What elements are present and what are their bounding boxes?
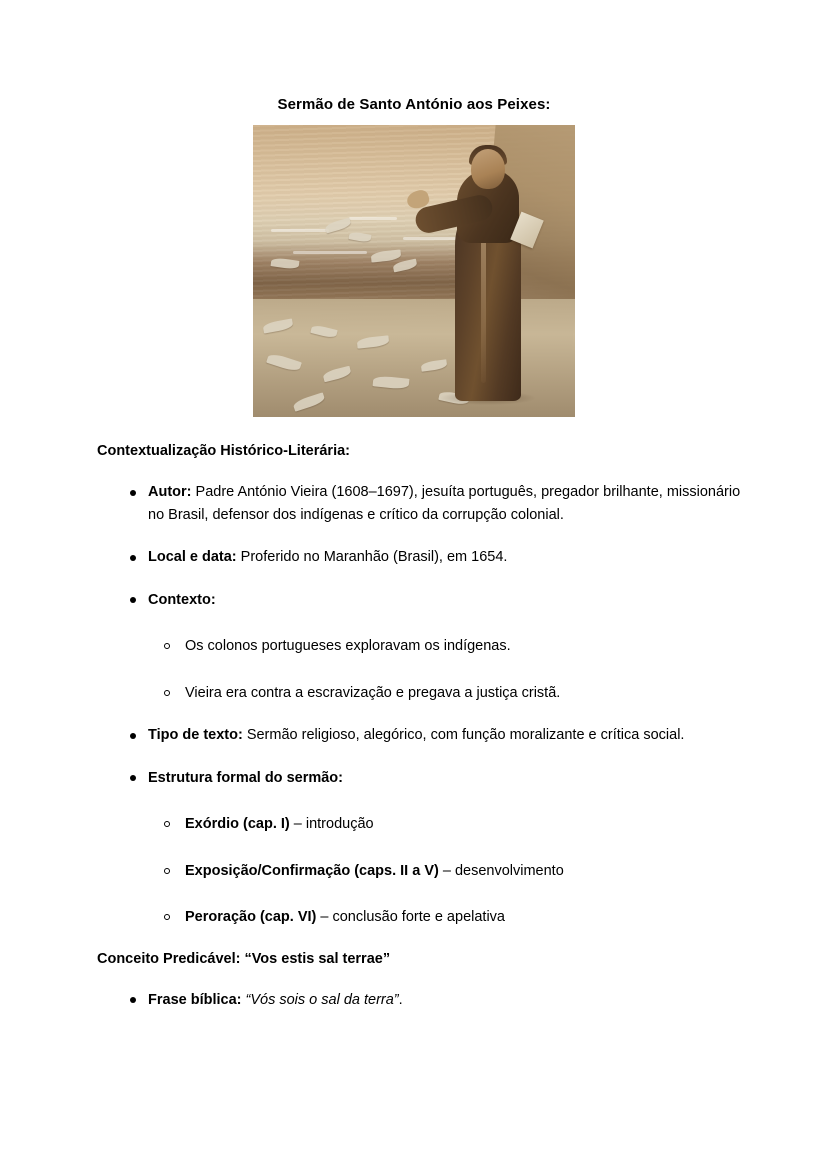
estrutura-sublist — [148, 813, 747, 929]
list-item-text: Os colonos portugueses exploravam os indígenas. — [185, 638, 511, 654]
list-item-text: – introdução — [289, 816, 374, 832]
list-item — [148, 813, 747, 836]
list-item — [97, 481, 747, 526]
list-item-label: Peroração (cap. VI) — [185, 909, 317, 925]
figure-caption: Sermão de Santo António aos Peixes: — [277, 96, 551, 113]
list-item — [97, 989, 747, 1012]
list-item-label: Tipo de texto: — [148, 727, 243, 743]
list-item-text: Proferido no Maranhão (Brasil), em 1654. — [236, 549, 508, 565]
list-item — [148, 860, 747, 883]
list-item — [97, 546, 747, 569]
list-item-label: Exposição/Confirmação (caps. II a V) — [185, 862, 439, 879]
conceito-predicavel-list — [97, 989, 747, 1012]
list-item-text: – desenvolvimento — [438, 862, 564, 879]
painting-wave — [349, 217, 397, 220]
sermon-painting-image — [253, 125, 575, 417]
list-item — [148, 635, 747, 658]
painting-wave — [293, 251, 367, 254]
list-item — [97, 589, 747, 705]
contextualizacao-list — [97, 481, 747, 929]
list-item — [97, 767, 747, 929]
contexto-sublist — [148, 635, 747, 704]
list-item-label: Contexto: — [148, 591, 216, 608]
list-item-text: Sermão religioso, alegórico, com função moralizante e crítica social. — [242, 727, 685, 743]
list-item-label: Estrutura formal do sermão: — [148, 769, 343, 786]
list-item-label: Autor: — [148, 484, 192, 500]
list-item — [148, 906, 747, 929]
list-item-label: Exórdio (cap. I) — [185, 816, 290, 832]
list-item-text: Vieira era contra a escravização e pregava a justiça cristã. — [185, 684, 561, 701]
document-body — [97, 441, 747, 1011]
painting-friar-figure — [433, 143, 541, 401]
list-item-text: Padre António Vieira (1608–1697), jesuíta português, pregador brilhante, missionário no Brasil, defensor dos indígenas e crítico da corrupção colonial. — [148, 484, 741, 523]
figure-block — [0, 96, 828, 417]
painting-wave — [271, 229, 329, 232]
list-item-tail: . — [398, 991, 403, 1008]
section-heading-conceito-predicavel: Conceito Predicável: “Vos estis sal terrae” — [97, 950, 391, 967]
list-item — [148, 682, 747, 705]
list-item-label: Local e data: — [148, 549, 237, 565]
list-item-quote: “Vós sois o sal da terra” — [245, 991, 399, 1008]
section-heading-contextualizacao: Contextualização Histórico-Literária: — [97, 443, 350, 459]
list-item — [97, 724, 747, 747]
friar-head — [471, 149, 505, 189]
list-item-label: Frase bíblica: — [148, 991, 242, 1008]
list-item-text: – conclusão forte e apelativa — [316, 909, 505, 925]
